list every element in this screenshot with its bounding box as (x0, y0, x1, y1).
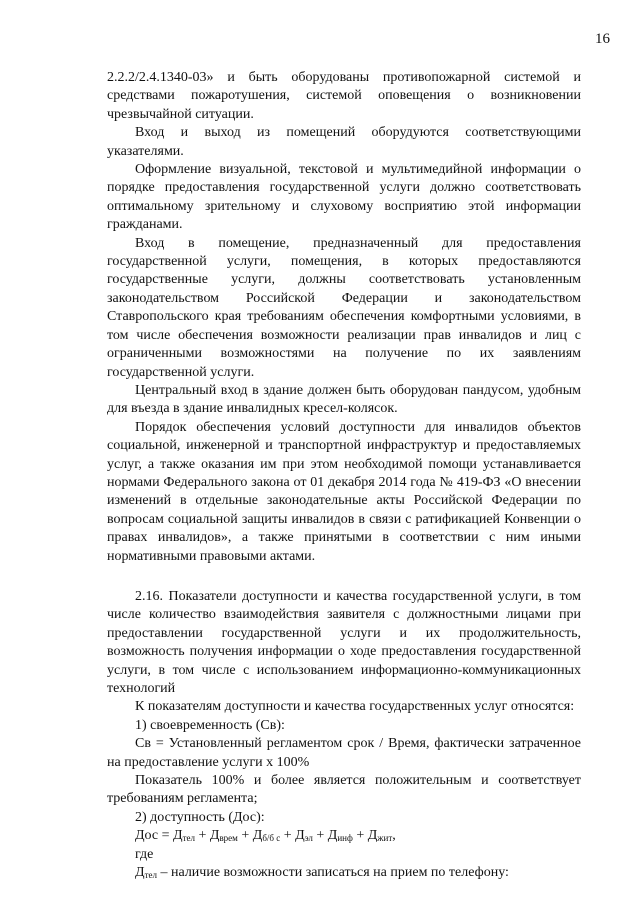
formula-op-2: + Д (237, 828, 263, 844)
formula-sub-5: инф (337, 833, 353, 844)
formula-sub-3: б/б с (262, 833, 281, 844)
paragraph-timeliness-formula: Св = Установленный регламентом срок / Время, фактически затраченное на предоставление услуги х 100% (107, 736, 581, 770)
phone-booking-sub: тел (144, 870, 157, 881)
paragraph-indicator-note: Показатель 100% и более является положительным и соответствует требованиям регламента; (107, 773, 581, 807)
paragraph-accessibility: 2) доступность (Дос): (135, 809, 265, 825)
paragraph-accessibility-premises: Вход в помещение, предназначенный для предоставления государственной услуги, помещения, в которых предоставляются государственные услуги, должны соответствовать установленным законодательством Российской Федерации и законодательством Ставропольского края требованиям обеспечения комфортными условиями, в том числе обеспечения возможности реализации прав инвалидов и лиц с ограниченными возможностями на получение по их заявлениям государственной услуги. (107, 235, 581, 380)
formula-op-5: + Д (352, 828, 378, 844)
accessibility-formula (107, 827, 581, 845)
paragraph-information-design: Оформление визуальной, текстовой и мультимедийной информации о порядке предоставления государственной услуги должно соответствовать оптимальному зрительному и слуховому восприятию этой информации гражданами. (107, 162, 581, 233)
paragraph-fire-safety: 2.2.2/2.4.1340-03» и быть оборудованы противопожарной системой и средствами пожаротушения, системой оповещения о возникновении чрезвычайной ситуации. (107, 70, 581, 122)
document-body (107, 69, 581, 882)
formula-sub-1: тел (182, 833, 195, 844)
formula-end: , (392, 828, 396, 844)
paragraph-ramp: Центральный вход в здание должен быть оборудован пандусом, удобным для въезда в здание инвалидных кресел-колясок. (107, 382, 581, 417)
phone-booking-prefix: Д (135, 865, 145, 881)
paragraph-section-2-16: 2.16. Показатели доступности и качества государственной услуги, в том числе количество взаимодействия заявителя с должностными лицами при предоставлении государственной услуги и их продолжительность, возможность получения информации о ходе предоставления государственной услуги, в том числе с использованием информационно-коммуникационных технологий (107, 588, 581, 696)
formula-op-3: + Д (280, 828, 305, 844)
paragraph-indicators-intro: К показателям доступности и качества государственных услуг относятся: (135, 699, 575, 715)
formula-op-1: + Д (194, 828, 220, 844)
paragraph-entrance-signs: Вход и выход из помещений оборудуются соответствующими указателями. (107, 125, 581, 159)
paragraph-federal-law: Порядок обеспечения условий доступности для инвалидов объектов социальной, инженерной и транспортной инфраструктур и предоставляемых услуг, а также оказания им при этом необходимой помощи устанавливается нормами Федерального закона от 01 декабря 2014 года № 419-ФЗ «О внесении изменений в отдельные законодательные акты Российской Федерации по вопросам социальной защиты инвалидов в связи с ратификацией Конвенции о правах инвалидов», а также принятыми в соответствии с ним иными нормативными правовыми актами. (107, 419, 581, 564)
formula-sub-2: врем (219, 833, 238, 844)
formula-sub-4: эл (304, 833, 313, 844)
where-label: где (135, 846, 154, 862)
phone-booking-text: – наличие возможности записаться на прием по телефону: (156, 865, 509, 881)
page-number: 16 (595, 31, 610, 47)
formula-op-4: + Д (312, 828, 338, 844)
formula-sub-6: жит (377, 833, 393, 844)
paragraph-timeliness: 1) своевременность (Св): (135, 717, 285, 733)
paragraph-phone-booking (107, 864, 581, 882)
formula-lhs: Дос = Д (135, 828, 183, 844)
